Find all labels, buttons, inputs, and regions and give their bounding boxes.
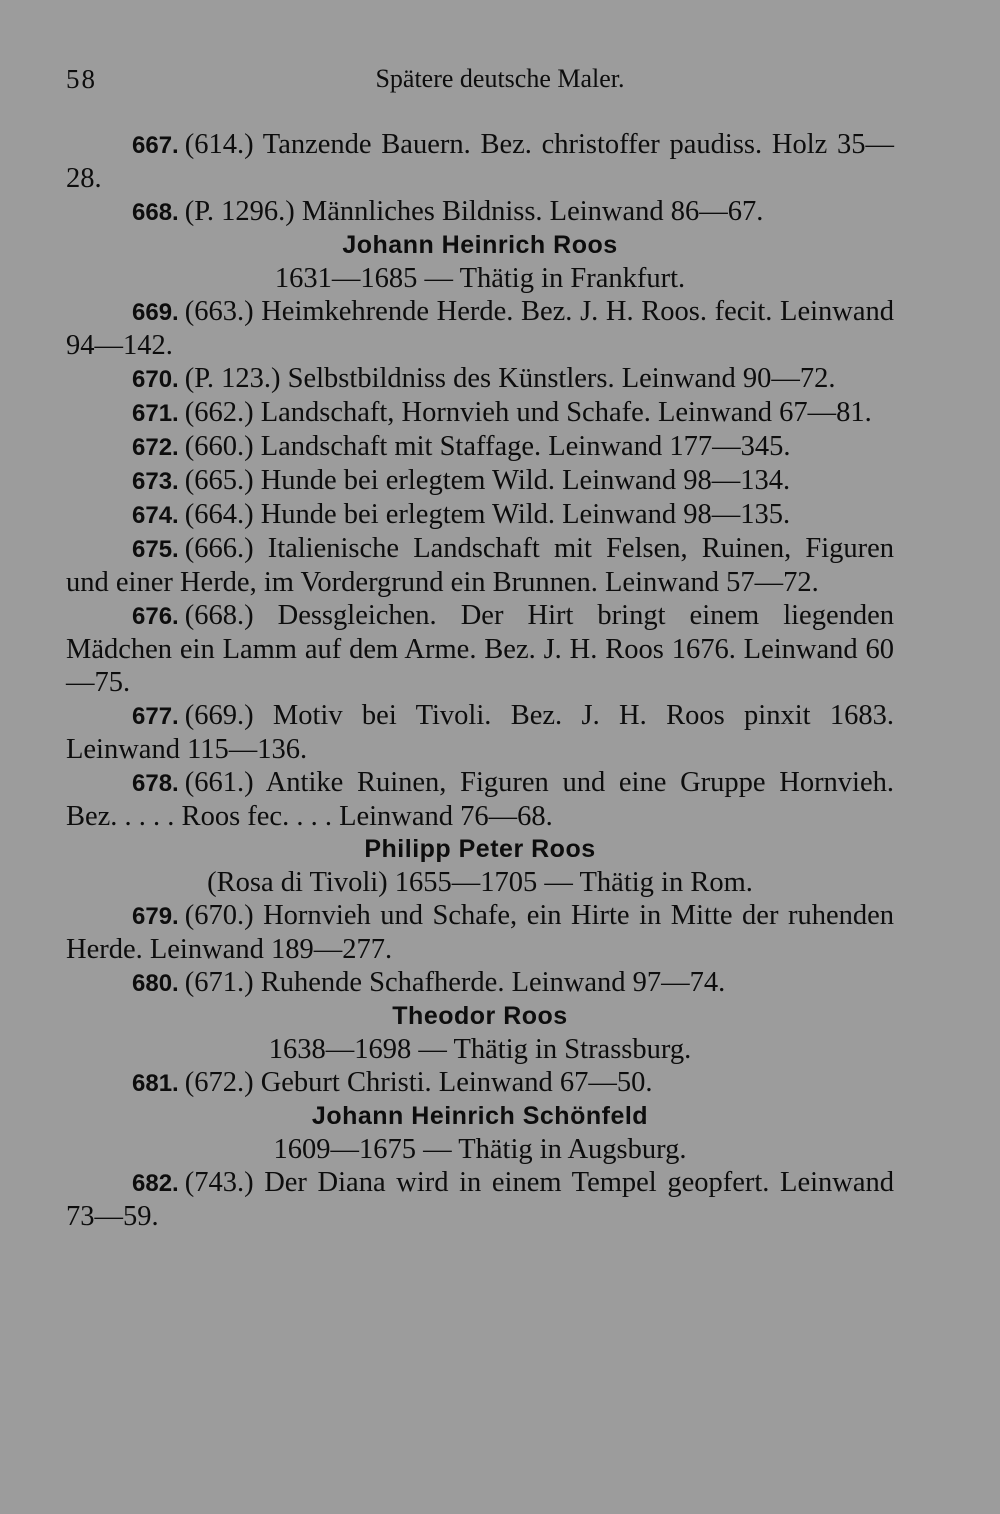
- entry-text: (670.) Hornvieh und Schafe, ein Hirte in Mitte der ruhenden Herde. Leinwand 189—277.: [66, 900, 894, 965]
- entry-text: (672.) Geburt Christi. Leinwand 67—50.: [184, 1067, 653, 1098]
- entry-text: (671.) Ruhende Schafherde. Leinwand 97—74.: [184, 967, 726, 998]
- entry-text: (P. 123.) Selbstbildniss des Künstlers. Leinwand 90—72.: [184, 363, 836, 394]
- entry-number: 668.: [132, 199, 179, 226]
- catalog-entry: [66, 766, 894, 833]
- entry-number: 681.: [132, 1070, 179, 1097]
- entry-text: (661.) Antike Ruinen, Figuren und eine Gruppe Hornvieh. Bez. . . . . Roos fec. . . . Leinwand 76—68.: [66, 767, 894, 832]
- entry-number: 678.: [132, 770, 179, 797]
- entry-number: 669.: [132, 299, 179, 326]
- entry-number: 672.: [132, 434, 179, 461]
- entry-text: (P. 1296.) Männliches Bildniss. Leinwand 86—67.: [184, 196, 764, 227]
- running-header: [66, 64, 934, 104]
- catalog-entry: [66, 532, 894, 599]
- entry-text: (669.) Motiv bei Tivoli. Bez. J. H. Roos pinxit 1683. Leinwand 115—136.: [66, 700, 894, 765]
- entry-text: (664.) Hunde bei erlegtem Wild. Leinwand 98—135.: [184, 499, 791, 530]
- catalog-entry: [66, 362, 894, 396]
- catalog-entry: [66, 195, 894, 229]
- entry-number: 667.: [132, 132, 179, 159]
- entry-number: 680.: [132, 970, 179, 997]
- entry-number: 676.: [132, 603, 179, 630]
- entry-number: 670.: [132, 366, 179, 393]
- entry-number: 679.: [132, 903, 179, 930]
- page-number: 58: [66, 64, 97, 94]
- entry-number: 671.: [132, 400, 179, 427]
- catalog-entry: [66, 1066, 894, 1100]
- entry-text: (743.) Der Diana wird in einem Tempel geopfert. Leinwand 73—59.: [66, 1167, 894, 1232]
- catalog-entry: [66, 599, 894, 699]
- entry-number: 674.: [132, 502, 179, 529]
- entry-number: 677.: [132, 703, 179, 730]
- entry-number: 675.: [132, 536, 179, 563]
- artist-dates: 1631—1685 — Thätig in Frankfurt.: [274, 263, 686, 294]
- artist-heading: Johann Heinrich Schönfeld: [311, 1102, 649, 1130]
- entry-text: (662.) Landschaft, Hornvieh und Schafe. Leinwand 67—81.: [184, 397, 872, 428]
- catalog-entry: [66, 396, 894, 430]
- catalog-entry: [66, 430, 894, 464]
- artist-heading: Johann Heinrich Roos: [342, 231, 618, 259]
- entry-number: 673.: [132, 468, 179, 495]
- entry-text: (665.) Hunde bei erlegtem Wild. Leinwand 98—134.: [184, 465, 791, 496]
- catalog-body: [66, 128, 894, 1233]
- entry-text: (666.) Italienische Landschaft mit Felsen, Ruinen, Figuren und einer Herde, im Vordergrund ein Brunnen. Leinwand 57—72.: [66, 533, 894, 598]
- artist-heading: Philipp Peter Roos: [364, 835, 596, 863]
- catalog-entry: [66, 966, 894, 1000]
- catalog-entry: [66, 128, 894, 195]
- entry-text: (668.) Dessgleichen. Der Hirt bringt einem liegenden Mädchen ein Lamm auf dem Arme. Bez. J. H. Roos 1676. Leinwand 60—75.: [66, 600, 894, 698]
- entry-number: 682.: [132, 1170, 179, 1197]
- entry-text: (660.) Landschaft mit Staffage. Leinwand 177—345.: [184, 431, 791, 462]
- artist-dates: 1638—1698 — Thätig in Strassburg.: [268, 1034, 692, 1065]
- catalog-entry: [66, 498, 894, 532]
- artist-heading: Theodor Roos: [392, 1002, 568, 1030]
- catalog-entry: [66, 1166, 894, 1233]
- entry-text: (614.) Tanzende Bauern. Bez. christoffer paudiss. Holz 35—28.: [66, 129, 894, 194]
- artist-dates: 1609—1675 — Thätig in Augsburg.: [273, 1134, 687, 1165]
- catalog-entry: [66, 899, 894, 966]
- catalog-entry: [66, 699, 894, 766]
- artist-dates: (Rosa di Tivoli) 1655—1705 — Thätig in Rom.: [207, 867, 753, 898]
- catalog-entry: [66, 464, 894, 498]
- running-title: Spätere deutsche Maler.: [375, 64, 625, 93]
- entry-text: (663.) Heimkehrende Herde. Bez. J. H. Roos. fecit. Leinwand 94—142.: [66, 296, 894, 361]
- catalog-entry: [66, 295, 894, 362]
